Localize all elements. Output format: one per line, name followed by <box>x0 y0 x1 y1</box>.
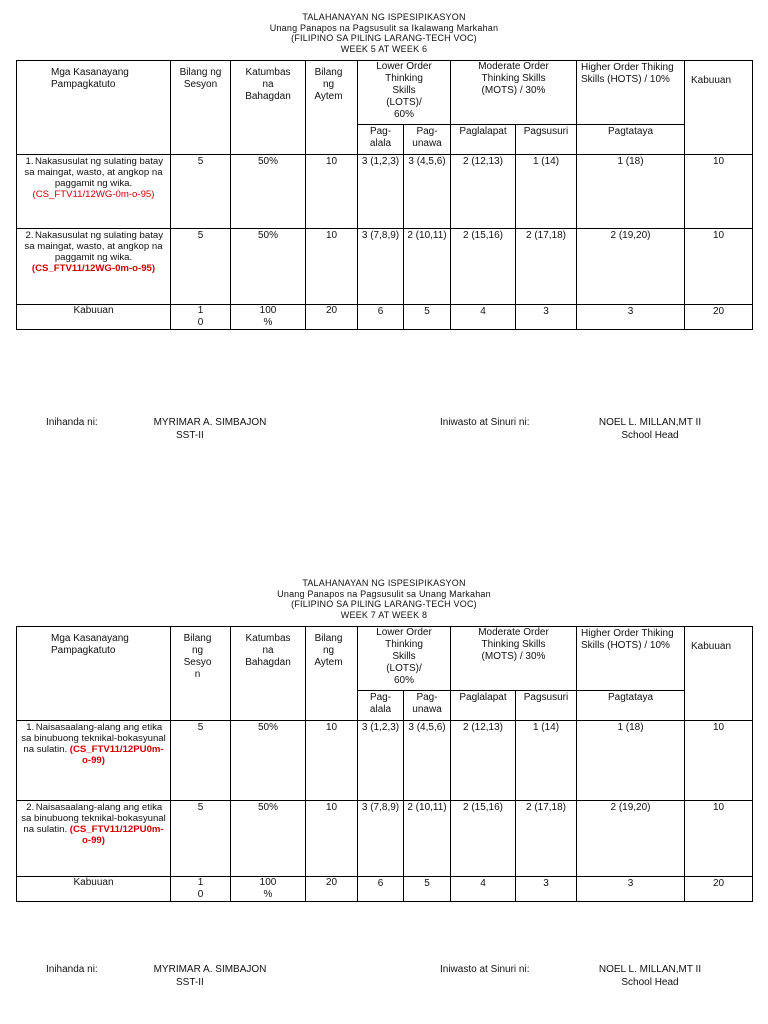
totals-items: 20 <box>306 305 358 330</box>
sessions-cell: 5 <box>171 229 231 305</box>
header-competency: Mga Kasanayang Pampagkatuto <box>17 61 171 155</box>
header-competency: Mga Kasanayang Pampagkatuto <box>17 627 171 721</box>
understand-cell: 3 (4,5,6) <box>404 155 451 229</box>
header-hots: Higher Order Thiking Skills (HOTS) / 10% <box>577 627 685 691</box>
totals-understand: 5 <box>404 305 451 330</box>
sessions-cell: 5 <box>171 155 231 229</box>
tos-section-1 <box>0 0 768 470</box>
competency-code: (CS_FTV11/12PU0m-o-99) <box>69 824 164 846</box>
table-row <box>17 721 753 801</box>
header-total: Kabuuan <box>685 61 753 155</box>
checked-by-title: School Head <box>621 977 679 988</box>
recall-cell: 3 (1,2,3) <box>358 155 404 229</box>
checked-by-name: NOEL L. MILLAN,MT II <box>598 964 702 975</box>
competency-cell: 2. Naisasaalang-alang ang etika sa binubuong teknikal-bokasyunal na sulatin. (CS_FTV11/12PU0m-o-99) <box>17 801 171 877</box>
create-cell: 2 (19,20) <box>577 229 685 305</box>
doc-subtitle: Unang Panapos na Pagsusulit sa Ikalawang Markahan <box>269 22 499 33</box>
totals-understand: 5 <box>404 877 451 902</box>
header-create: Pagtataya <box>577 125 685 155</box>
header-lots: Lower Order Thinking Skills (LOTS)/ 60% <box>358 61 451 125</box>
competency-cell: 1. Nakasusulat ng sulating batay sa maingat, wasto, at angkop na paggamit ng wika. (CS_FTV11/12WG-0m-o-95) <box>17 155 171 229</box>
header-mots: Moderate Order Thinking Skills (MOTS) / 30% <box>451 627 577 691</box>
totals-apply: 4 <box>451 877 516 902</box>
checked-by-label: Iniwasto at Sinuri ni: <box>440 964 530 975</box>
totals-percent: 100% <box>231 305 306 330</box>
prepared-by-name: MYRIMAR A. SIMBAJON <box>153 417 267 428</box>
prepared-by-name: MYRIMAR A. SIMBAJON <box>153 964 267 975</box>
title-block <box>0 578 768 620</box>
competency-cell: 2. Nakasusulat ng sulating batay sa maingat, wasto, at angkop na paggamit ng wika. (CS_FTV11/12WG-0m-o-95) <box>17 229 171 305</box>
doc-subject: (FILIPINO SA PILING LARANG-TECH VOC) <box>291 33 477 43</box>
totals-label: Kabuuan <box>17 877 171 902</box>
analyze-cell: 1 (14) <box>516 155 577 229</box>
understand-cell: 2 (10,11) <box>404 229 451 305</box>
totals-create: 3 <box>577 877 685 902</box>
header-recall: Pag-alala <box>358 125 404 155</box>
header-percent: Katumbas na Bahagdan <box>231 627 306 721</box>
totals-row <box>17 305 753 330</box>
competency-code: (CS_FTV11/12PU0m-o-99) <box>69 744 164 766</box>
prepared-by-title: SST-II <box>176 977 204 988</box>
total-cell: 10 <box>685 155 753 229</box>
items-cell: 10 <box>306 801 358 877</box>
percent-cell: 50% <box>231 155 306 229</box>
totals-row <box>17 877 753 902</box>
prepared-by-block <box>140 963 280 989</box>
tos-section-2 <box>0 566 768 1024</box>
sessions-cell: 5 <box>171 721 231 801</box>
prepared-by-title: SST-II <box>176 430 204 441</box>
doc-title: TALAHANAYAN NG ISPESIPIKASYON <box>302 12 466 22</box>
totals-create: 3 <box>577 305 685 330</box>
percent-cell: 50% <box>231 721 306 801</box>
table-row <box>17 155 753 229</box>
header-understand: Pag-unawa <box>404 125 451 155</box>
checked-by-block <box>580 416 720 442</box>
header-analyze: Pagsusuri <box>516 125 577 155</box>
checked-by-block <box>580 963 720 989</box>
specification-table <box>16 626 753 902</box>
table-row <box>17 801 753 877</box>
percent-cell: 50% <box>231 801 306 877</box>
header-create: Pagtataya <box>577 691 685 721</box>
items-cell: 10 <box>306 155 358 229</box>
apply-cell: 2 (15,16) <box>451 801 516 877</box>
sessions-cell: 5 <box>171 801 231 877</box>
header-items: Bilang ng Aytem <box>306 61 358 155</box>
totals-apply: 4 <box>451 305 516 330</box>
understand-cell: 2 (10,11) <box>404 801 451 877</box>
header-recall: Pag-alala <box>358 691 404 721</box>
recall-cell: 3 (7,8,9) <box>358 801 404 877</box>
specification-table <box>16 60 753 330</box>
totals-items: 20 <box>306 877 358 902</box>
totals-total: 20 <box>685 877 753 902</box>
doc-weeks: WEEK 5 AT WEEK 6 <box>340 43 428 54</box>
header-lots: Lower Order Thinking Skills (LOTS)/ 60% <box>358 627 451 691</box>
checked-by-title: School Head <box>621 430 679 441</box>
total-cell: 10 <box>685 229 753 305</box>
total-cell: 10 <box>685 801 753 877</box>
header-sessions: Bilang ng Sesyon <box>171 627 231 721</box>
checked-by-name: NOEL L. MILLAN,MT II <box>598 417 702 428</box>
prepared-by-label: Inihanda ni: <box>46 964 98 975</box>
percent-cell: 50% <box>231 229 306 305</box>
apply-cell: 2 (12,13) <box>451 721 516 801</box>
header-hots: Higher Order Thiking Skills (HOTS) / 10% <box>577 61 685 125</box>
header-sessions: Bilang ng Sesyon <box>171 61 231 155</box>
competency-cell: 1. Naisasaalang-alang ang etika sa binubuong teknikal-bokasyunal na sulatin. (CS_FTV11/12PU0m-o-99) <box>17 721 171 801</box>
competency-code: (CS_FTV11/12WG-0m-o-95) <box>32 189 155 200</box>
items-cell: 10 <box>306 229 358 305</box>
items-cell: 10 <box>306 721 358 801</box>
recall-cell: 3 (7,8,9) <box>358 229 404 305</box>
create-cell: 1 (18) <box>577 721 685 801</box>
recall-cell: 3 (1,2,3) <box>358 721 404 801</box>
analyze-cell: 2 (17,18) <box>516 229 577 305</box>
checked-by-label: Iniwasto at Sinuri ni: <box>440 417 530 428</box>
apply-cell: 2 (15,16) <box>451 229 516 305</box>
create-cell: 1 (18) <box>577 155 685 229</box>
apply-cell: 2 (12,13) <box>451 155 516 229</box>
header-apply: Paglalapat <box>451 691 516 721</box>
doc-title: TALAHANAYAN NG ISPESIPIKASYON <box>302 578 466 588</box>
totals-recall: 6 <box>358 305 404 330</box>
totals-analyze: 3 <box>516 877 577 902</box>
header-analyze: Pagsusuri <box>516 691 577 721</box>
totals-sessions: 10 <box>171 877 231 902</box>
totals-recall: 6 <box>358 877 404 902</box>
totals-analyze: 3 <box>516 305 577 330</box>
create-cell: 2 (19,20) <box>577 801 685 877</box>
title-block <box>0 12 768 54</box>
header-items: Bilang ng Aytem <box>306 627 358 721</box>
doc-subject: (FILIPINO SA PILING LARANG-TECH VOC) <box>291 599 477 609</box>
doc-subtitle: Unang Panapos na Pagsusulit sa Unang Markahan <box>277 588 491 599</box>
header-percent: Katumbas na Bahagdan <box>231 61 306 155</box>
doc-weeks: WEEK 7 AT WEEK 8 <box>340 609 428 620</box>
header-total: Kabuuan <box>685 627 753 721</box>
analyze-cell: 2 (17,18) <box>516 801 577 877</box>
total-cell: 10 <box>685 721 753 801</box>
header-apply: Paglalapat <box>451 125 516 155</box>
analyze-cell: 1 (14) <box>516 721 577 801</box>
header-understand: Pag-unawa <box>404 691 451 721</box>
prepared-by-label: Inihanda ni: <box>46 417 98 428</box>
totals-label: Kabuuan <box>17 305 171 330</box>
table-row <box>17 229 753 305</box>
understand-cell: 3 (4,5,6) <box>404 721 451 801</box>
totals-total: 20 <box>685 305 753 330</box>
totals-sessions: 10 <box>171 305 231 330</box>
header-mots: Moderate Order Thinking Skills (MOTS) / 30% <box>451 61 577 125</box>
totals-percent: 100% <box>231 877 306 902</box>
competency-code: (CS_FTV11/12WG-0m-o-95) <box>31 263 156 274</box>
prepared-by-block <box>140 416 280 442</box>
